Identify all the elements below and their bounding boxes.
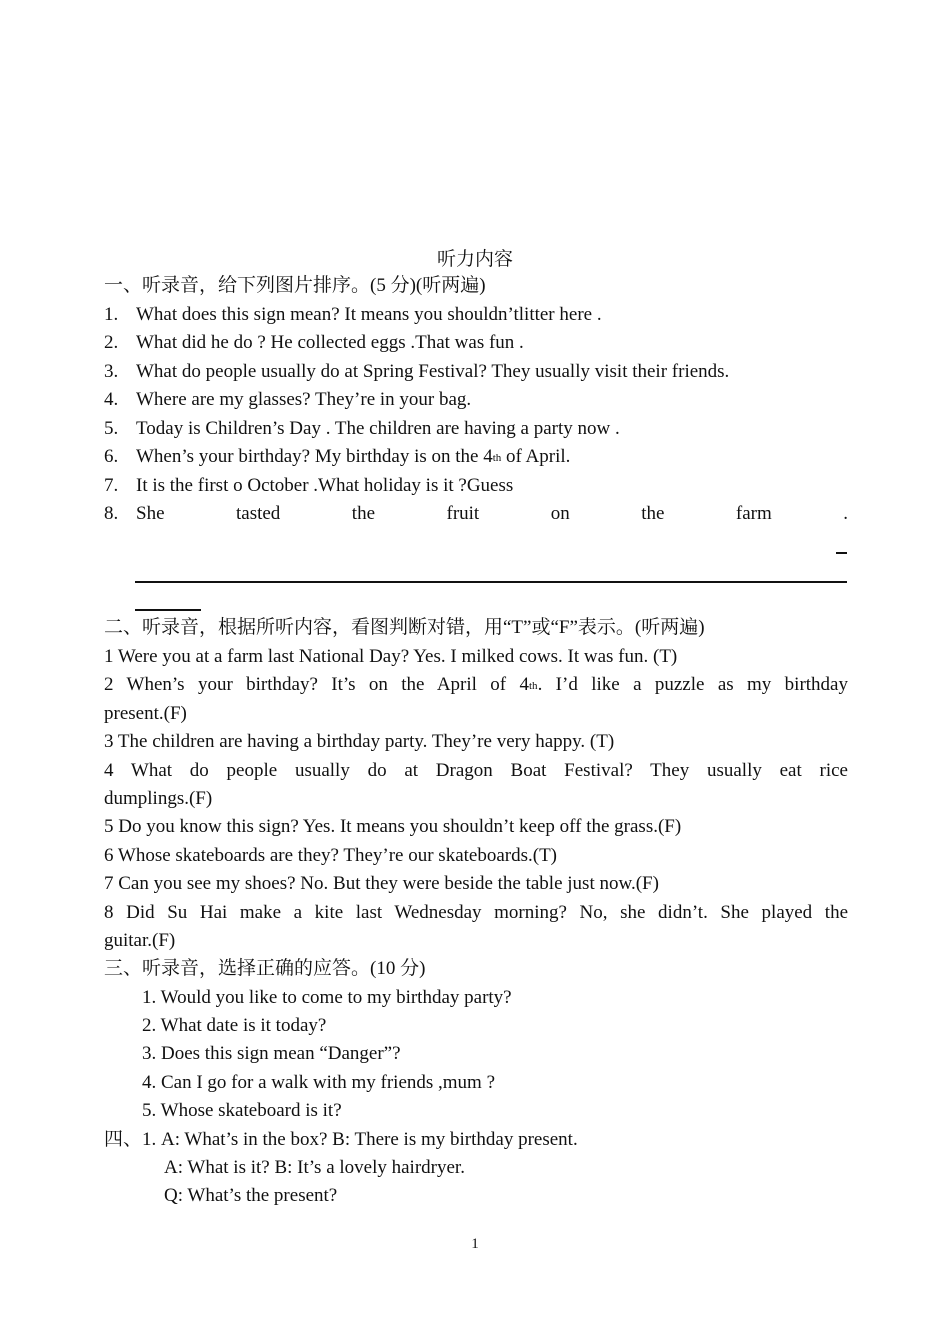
item-text: Where are my glasses? They’re in your bag.	[136, 389, 472, 410]
judge-item: 2 When’s your birthday? It’s on the April of 4th. I’d like a puzzle as my birthday	[104, 674, 848, 695]
judge-item-cont: dumplings.(F)	[104, 788, 213, 809]
page-number: 1	[471, 1236, 479, 1252]
section2-heading: 二、听录音，根据所听内容，看图判断对错，用“T”或“F”表示。(听两遍)	[104, 617, 705, 638]
response-item: 3. Does this sign mean “Danger”?	[142, 1043, 401, 1064]
item-number: 6.	[104, 446, 119, 467]
judge-item-cont: present.(F)	[104, 703, 187, 724]
response-item: 5. Whose skateboard is it?	[142, 1100, 342, 1121]
item-number: 3.	[104, 361, 119, 382]
item-text: It is the first o October .What holiday is it ?Guess	[136, 475, 514, 496]
judge-item: 6 Whose skateboards are they? They’re our skateboards.(T)	[104, 845, 558, 866]
item-number: 1.	[104, 304, 119, 325]
item-number: 2.	[104, 332, 119, 353]
judge-item: 8 Did Su Hai make a kite last Wednesday morning? No, she didn’t. She played the	[104, 902, 848, 923]
judge-item: 4 What do people usually do at Dragon Boat Festival? They usually eat rice	[104, 760, 848, 781]
answer-blank-line	[135, 581, 847, 583]
item-number: 5.	[104, 418, 119, 439]
section3-heading: 三、听录音，选择正确的应答。(10 分)	[104, 958, 426, 979]
item-text: What do people usually do at Spring Festival? They usually visit their friends.	[136, 361, 730, 382]
item-text: Today is Children’s Day . The children are having a party now .	[136, 418, 620, 439]
item-text: When’s your birthday? My birthday is on the 4th of April.	[136, 446, 571, 467]
judge-item: 1 Were you at a farm last National Day? Yes. I milked cows. It was fun. (T)	[104, 646, 678, 667]
answer-blank-tail	[135, 609, 201, 611]
item-text: What did he do ? He collected eggs .That was fun .	[136, 332, 524, 353]
judge-item-cont: guitar.(F)	[104, 930, 176, 951]
item-number: 7.	[104, 475, 119, 496]
item-text: She tasted the fruit on the farm .	[136, 503, 848, 524]
section4-line: A: What is it? B: It’s a lovely hairdryer.	[164, 1157, 465, 1178]
item-text: What does this sign mean? It means you shouldn’tlitter here .	[136, 304, 602, 325]
item-number: 4.	[104, 389, 119, 410]
response-item: 2. What date is it today?	[142, 1015, 327, 1036]
judge-item: 5 Do you know this sign? Yes. It means you shouldn’t keep off the grass.(F)	[104, 816, 682, 837]
page-title: 听力内容	[436, 249, 513, 270]
section4-line: 四、1. A: What’s in the box? B: There is my birthday present.	[104, 1129, 578, 1150]
section4-line: Q: What’s the present?	[164, 1185, 338, 1206]
judge-item: 3 The children are having a birthday party. They’re very happy. (T)	[104, 731, 615, 752]
answer-blank-short	[836, 552, 847, 554]
section1-heading: 一、听录音，给下列图片排序。(5 分)(听两遍)	[104, 275, 486, 296]
item-number: 8.	[104, 503, 119, 524]
response-item: 1. Would you like to come to my birthday party?	[142, 987, 512, 1008]
judge-item: 7 Can you see my shoes? No. But they were beside the table just now.(F)	[104, 873, 659, 894]
response-item: 4. Can I go for a walk with my friends ,mum ?	[142, 1072, 496, 1093]
